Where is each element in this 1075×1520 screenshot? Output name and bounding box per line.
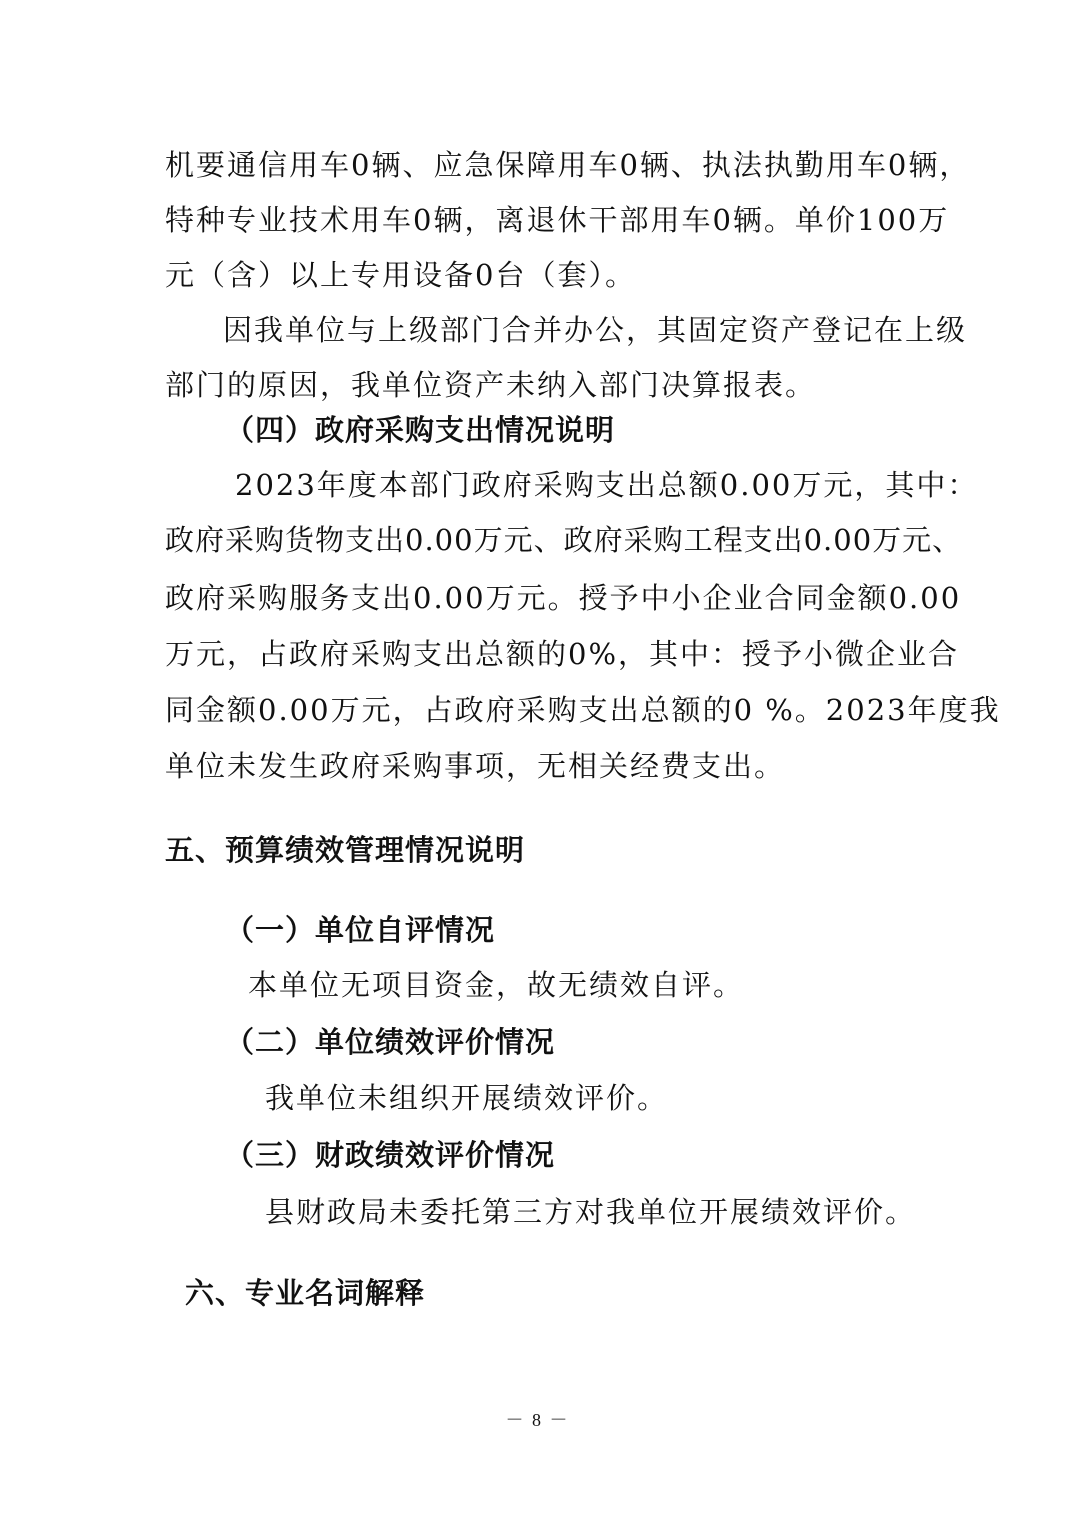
body-line: 元（含）以上专用设备0台（套）。 [165,258,636,292]
body-line: 本单位无项目资金，故无绩效自评。 [248,968,745,1002]
body-line: 政府采购服务支出0.00万元。授予中小企业合同金额0.00 [165,581,962,615]
section-heading: （一）单位自评情况 [225,913,496,947]
body-line: 政府采购货物支出0.00万元、政府采购工程支出0.00万元、 [165,523,963,557]
body-line: 2023年度本部门政府采购支出总额0.00万元，其中： [235,468,979,502]
body-line: 万元，占政府采购支出总额的0%，其中：授予小微企业合 [165,637,960,671]
section-heading: （三）财政绩效评价情况 [225,1138,556,1172]
page-number: － 8 － [505,1410,570,1430]
body-line: 县财政局未委托第三方对我单位开展绩效评价。 [265,1195,917,1229]
body-line: 因我单位与上级部门合并办公，其固定资产登记在上级 [223,313,968,347]
chapter-heading: 六、专业名词解释 [185,1276,426,1310]
body-line: 机要通信用车0辆、应急保障用车0辆、执法执勤用车0辆， [165,148,971,182]
body-line: 我单位未组织开展绩效评价。 [265,1081,669,1115]
body-line: 特种专业技术用车0辆，离退休干部用车0辆。单价100万 [165,203,950,237]
body-line: 同金额0.00万元，占政府采购支出总额的0 %。2023年度我 [165,693,1001,727]
section-heading: （四）政府采购支出情况说明 [225,413,616,447]
chapter-heading: 五、预算绩效管理情况说明 [165,833,526,867]
section-heading: （二）单位绩效评价情况 [225,1025,556,1059]
body-line: 部门的原因，我单位资产未纳入部门决算报表。 [165,368,817,402]
body-line: 单位未发生政府采购事项，无相关经费支出。 [165,749,786,783]
